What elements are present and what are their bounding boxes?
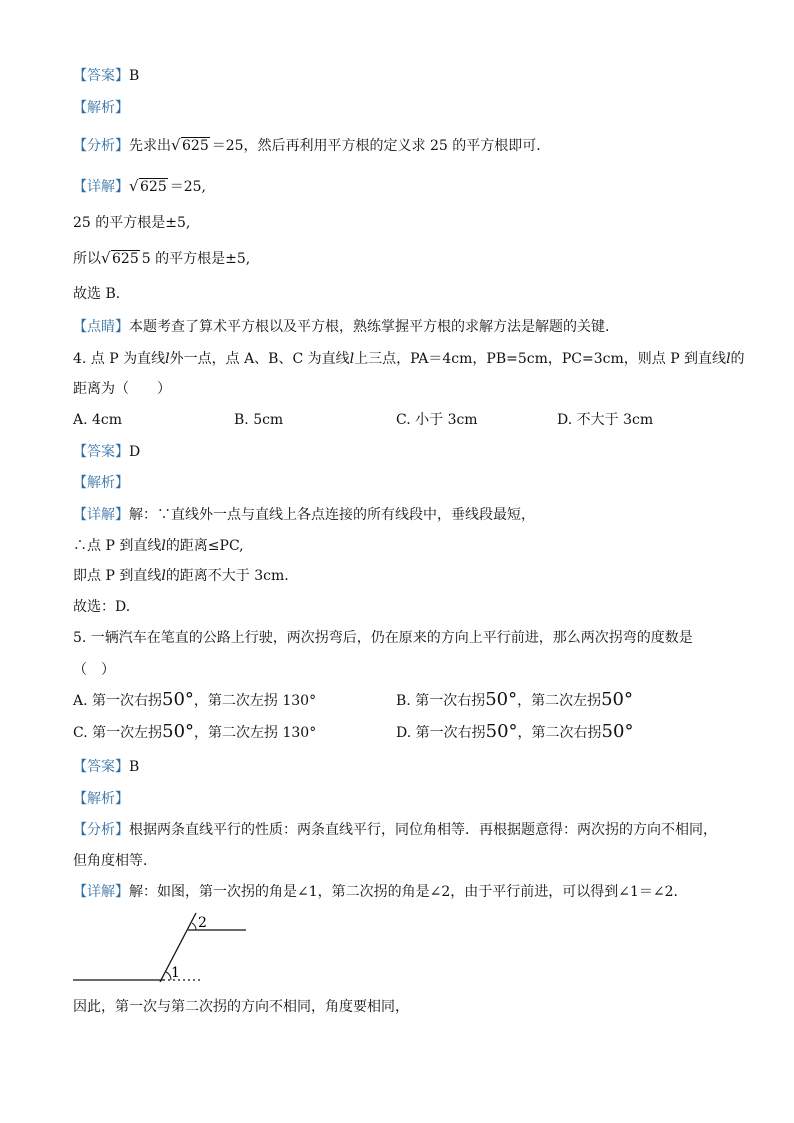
answer-value: D [129,444,141,460]
text-part: 所以 [73,251,101,267]
analysis-tag: 【解析】 [73,791,129,807]
text-line [73,566,289,586]
question-4-line-1 [73,349,745,369]
line-symbol: l [726,351,731,367]
question-text: 4. 点 P 为直线 [73,351,166,367]
angle-value: 50° [601,721,634,742]
text-part: ∴点 P 到直线 [73,538,162,554]
detail-line-q3 [73,177,206,197]
analysis-sub-tag: 【分析】 [73,138,129,154]
analysis-text-tail: ＝25，然后再利用平方根的定义求 25 的平方根即可. [211,138,541,154]
option-c: C. 小于 3cm [396,412,478,428]
answer-value: B [129,68,140,84]
analysis-line-q3 [73,136,541,156]
line-symbol: l [349,351,355,367]
analysis-line-q5 [73,820,717,840]
radical-icon: √ [101,249,111,267]
question-5-line-2: （ ） [73,662,115,678]
text-line [73,536,244,556]
detail-tag: 【详解】 [73,179,129,195]
option-text: ，第二次左拐 [517,693,602,709]
detail-line-q5 [73,882,688,902]
sqrt-expression [101,249,140,269]
question-text: 上三点，PA＝4cm，PB=5cm，PC=3cm，则点 P 到直线 [354,351,727,367]
remark-line-q3 [73,317,609,337]
radical-icon: √ [171,136,181,154]
option-text: ，第二次右拐 [517,725,602,741]
text-line: 25 的平方根是±5, [73,215,191,231]
answer-tag: 【答案】 [73,759,129,775]
detail-text: ＝25, [169,179,206,195]
detail-text: 解：∵直线外一点与直线上各点连接的所有线段中，垂线段最短， [129,507,535,523]
analysis-heading-q3 [73,98,129,118]
option-text: C. 第一次左拐 [73,725,163,741]
analysis-heading-q4 [73,473,129,493]
text-line: 因此，第一次与第二次拐的方向不相同，角度要相同， [73,999,409,1015]
option-a: A. 4cm [73,412,123,428]
analysis-tag: 【解析】 [73,475,129,491]
option-text: B. 第一次右拐 [396,693,486,709]
angle-value: 50° [162,689,194,710]
text-part: 5 的平方根是±5, [141,251,251,267]
text-line: 故选 B. [73,286,121,302]
answer-line-q3 [73,66,139,86]
detail-text: 解：如图，第一次拐的角是∠1，第二次拐的角是∠2，由于平行前进，可以得到∠1＝∠2． [129,884,688,900]
detail-tag: 【详解】 [73,884,129,900]
text-part: 的距离不大于 3cm. [165,568,289,584]
text-part: 即点 P 到直线 [73,568,162,584]
option-text: A. 第一次右拐 [73,693,163,709]
question-text: 外一点，点 A、B、C 为直线 [169,351,350,367]
sqrt-expression [129,177,168,197]
detail-tag: 【详解】 [73,507,129,523]
question-4-line-2: 距离为（ ） [73,381,171,397]
option-a [73,690,316,711]
radical-icon: √ [129,177,139,195]
line-symbol: l [161,568,166,584]
analysis-tag: 【解析】 [73,100,129,116]
text-part: 的距离≤PC, [165,538,244,554]
radicand: 625 [112,251,139,267]
analysis-text: 先求出 [129,138,171,154]
angle-1-label: 1 [171,965,180,981]
parallel-lines-figure [70,905,260,990]
answer-line-q4 [73,442,140,462]
option-b: B. 5cm [234,412,284,428]
analysis-text: 根据两条直线平行的性质：两条直线平行，同位角相等．再根据题意得：两次拐的方向不相同， [129,822,717,838]
option-text: ，第二次左拐 130° [193,693,317,709]
option-text: ，第二次左拐 130° [194,725,317,741]
analysis-sub-tag: 【分析】 [73,822,129,838]
angle-2-arc [192,923,196,930]
option-c [73,722,316,743]
sqrt-expression [171,136,210,156]
angle-value: 50° [601,689,634,710]
answer-value: B [129,759,140,775]
analysis-heading-q5 [73,789,129,809]
text-line: 故选：D. [73,599,131,615]
question-5-line-1: 5. 一辆汽车在笔直的公路上行驶，两次拐弯后，仍在原来的方向上平行前进，那么两次拐弯的度数是 [73,630,693,646]
detail-line-q4 [73,505,535,525]
option-b [396,690,633,711]
answer-line-q5 [73,757,139,777]
angle-2-label: 2 [198,915,207,931]
text-line [73,249,250,269]
angle-value: 50° [162,721,195,742]
analysis-line-q5-cont: 但角度相等． [73,853,157,869]
remark-text: 本题考查了算术平方根以及平方根，熟练掌握平方根的求解方法是解题的关键. [129,319,610,335]
line-symbol: l [161,538,166,554]
angle-value: 50° [485,689,518,710]
angle-value: 50° [485,721,518,742]
answer-tag: 【答案】 [73,68,129,84]
answer-tag: 【答案】 [73,444,129,460]
option-d [396,722,633,743]
question-text: 的 [730,351,745,367]
remark-tag: 【点睛】 [73,319,129,335]
option-d: D. 不大于 3cm [557,412,654,428]
radicand: 625 [182,138,209,154]
line-symbol: l [165,351,170,367]
option-text: D. 第一次右拐 [396,725,486,741]
radicand: 625 [140,179,167,195]
